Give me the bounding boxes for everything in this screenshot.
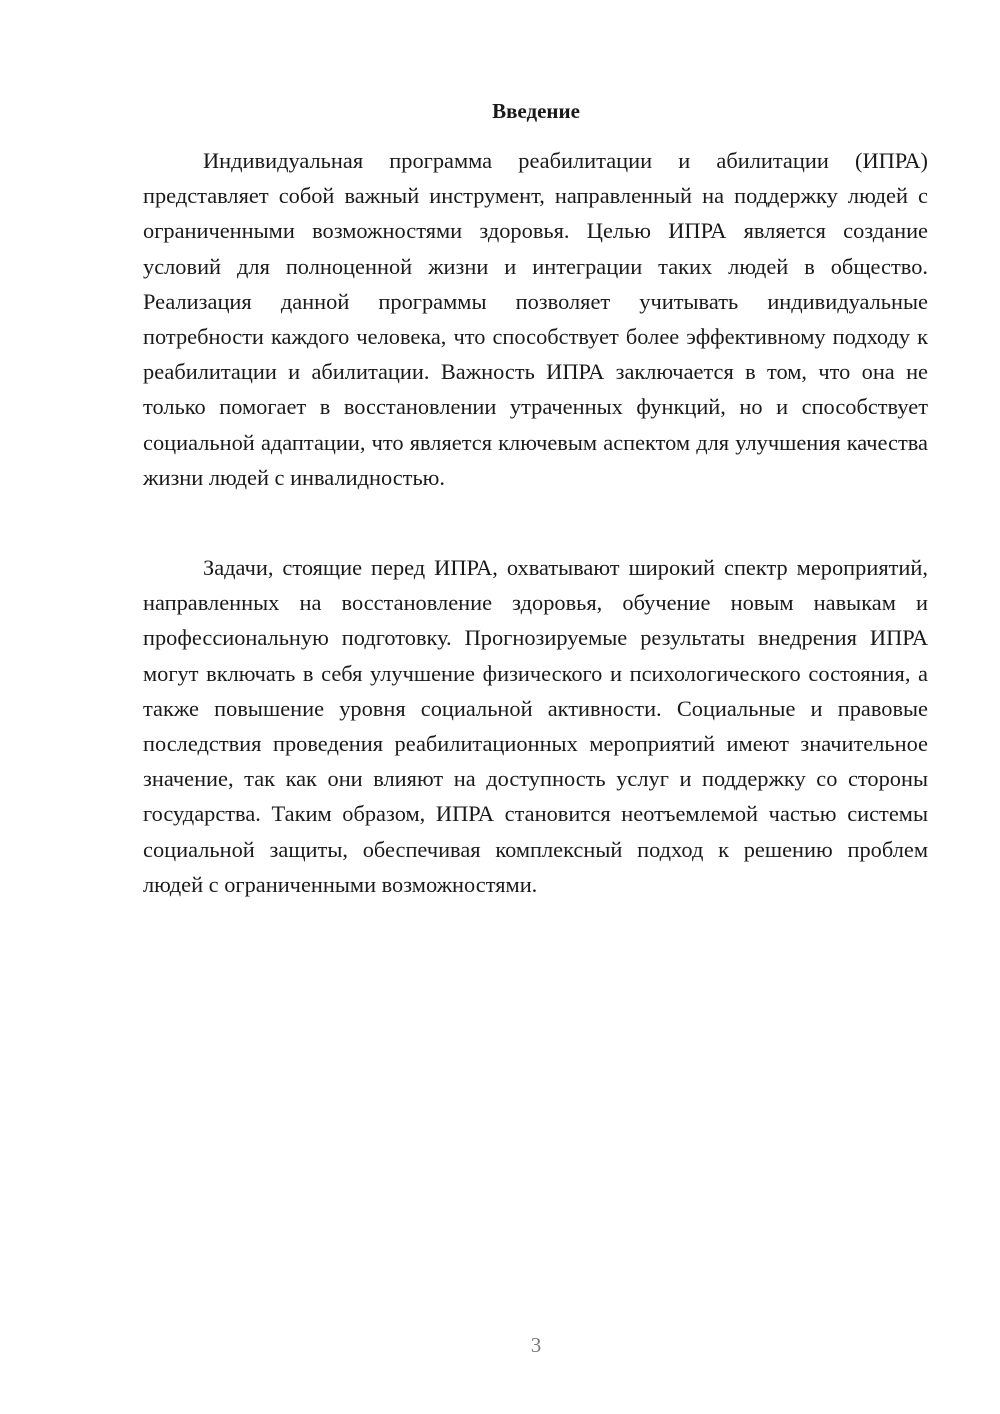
page-number: 3 (530, 1333, 542, 1357)
paragraph-2: Задачи, стоящие перед ИПРА, охватывают широкий спектр мероприятий, направленных на восстановление здоровья, обучение новым навыкам и профессиональную подготовку. Прогнозируемые результаты внедрения ИПРА могут включать в себя улучшение физического и психологического состояния, а также повышение уровня социальной активности. Социальные и правовые последствия проведения реабилитационных мероприятий имеют значительное значение, так как они влияют на доступность услуг и поддержку со стороны государства. Таким образом, ИПРА становится неотъемлемой частью системы социальной защиты, обеспечивая комплексный подход к решению проблем людей с ограниченными возможностями. (143, 555, 928, 897)
paragraph-1: Индивидуальная программа реабилитации и абилитации (ИПРА) представляет собой важный инструмент, направленный на поддержку людей с ограниченными возможностями здоровья. Целью ИПРА является создание условий для полноценной жизни и интеграции таких людей в общество. Реализация данной программы позволяет учитывать индивидуальные потребности каждого человека, что способствует более эффективному подходу к реабилитации и абилитации. Важность ИПРА заключается в том, что она не только помогает в восстановлении утраченных функций, но и способствует социальной адаптации, что является ключевым аспектом для улучшения качества жизни людей с инвалидностью. (143, 148, 928, 490)
section-title: Введение (492, 99, 580, 123)
